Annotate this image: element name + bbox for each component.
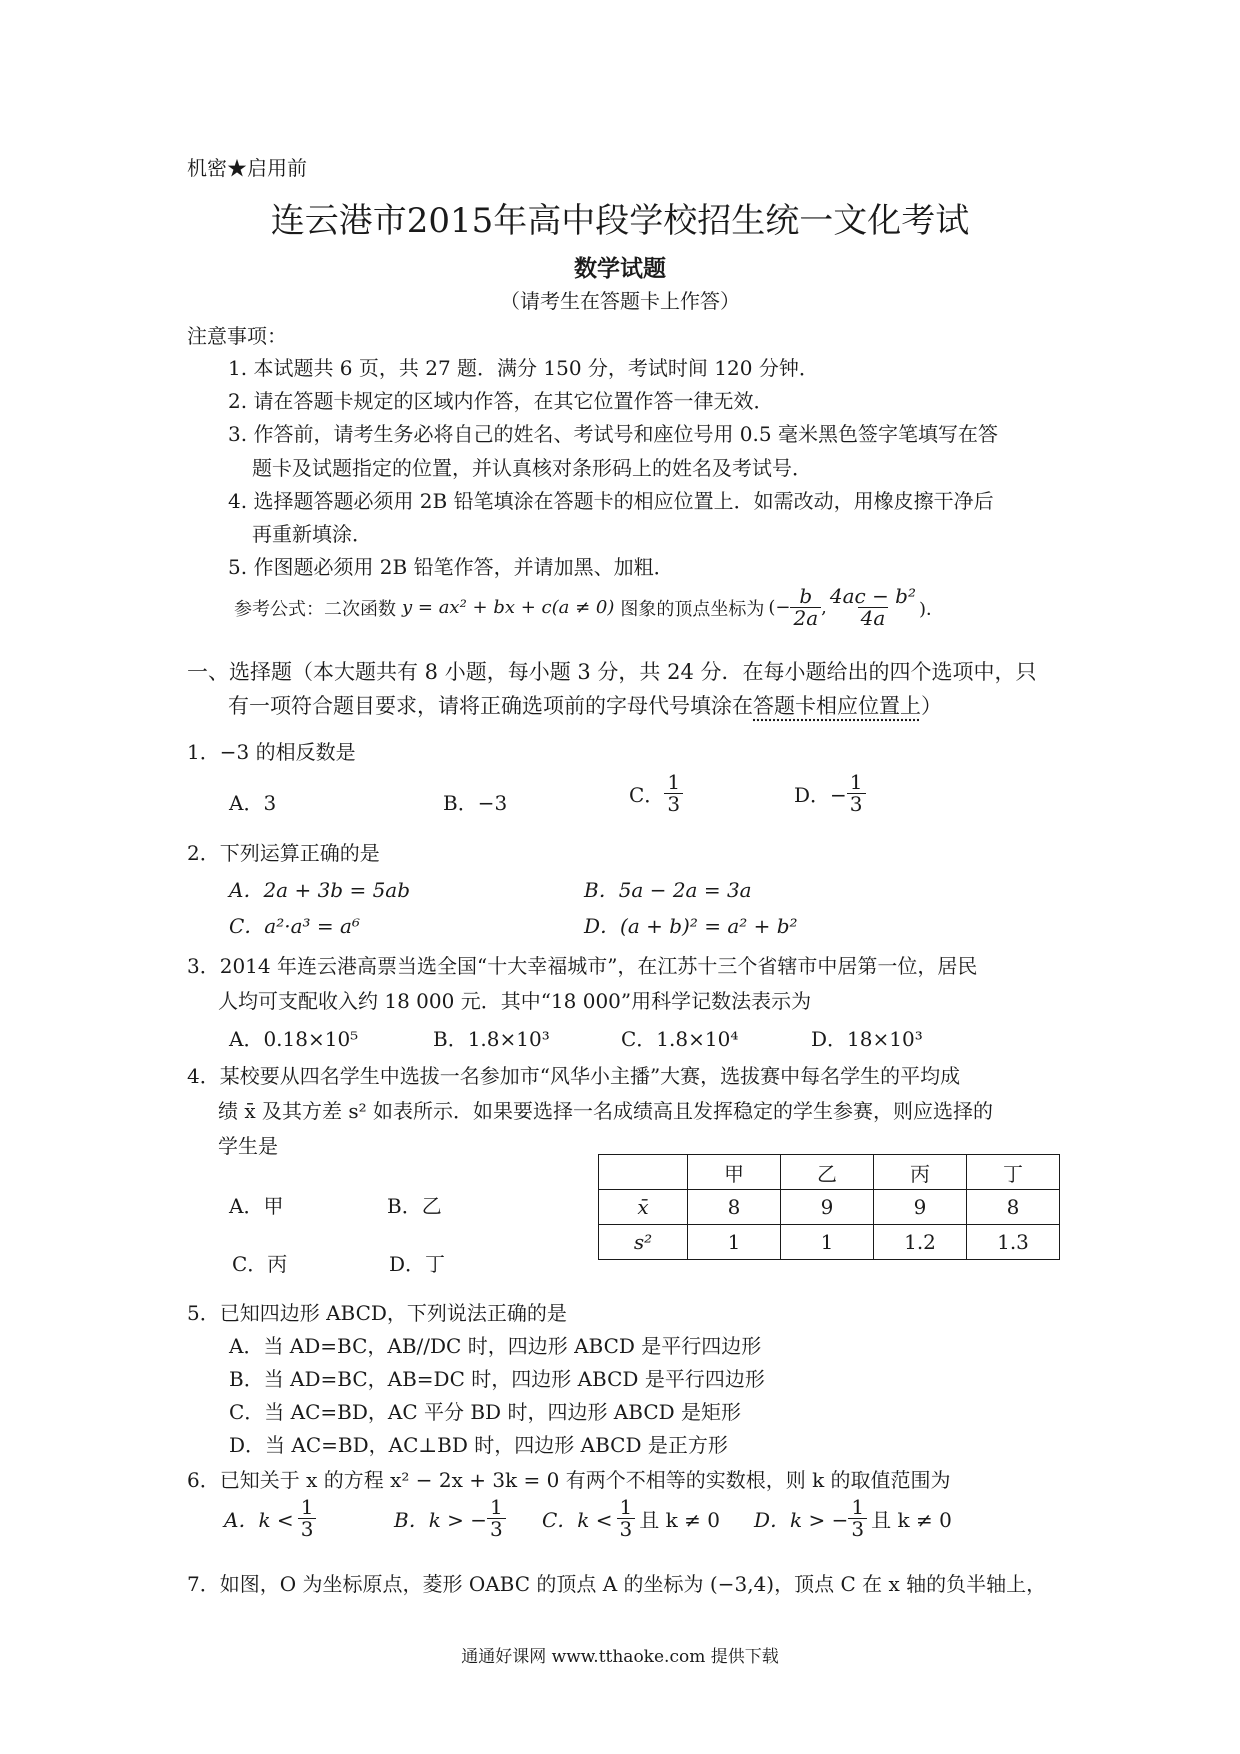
confidential-label: 机密★启用前 — [187, 156, 307, 180]
q3-option-b: B．1.8×10³ — [433, 1027, 550, 1051]
table-cell: x̄ — [599, 1190, 688, 1225]
exam-title: 连云港市2015年高中段学校招生统一文化考试 — [270, 201, 970, 241]
q6-option-b: B．k > − $\frac{1}{3}$ — [394, 1497, 506, 1540]
q3-option-c: C．1.8×10⁴ — [621, 1027, 739, 1051]
q2-option-b: B．5a − 2a = 3a — [584, 878, 752, 902]
q3-option-a: A．0.18×10⁵ — [229, 1027, 359, 1051]
q6-stem: 6．已知关于 x 的方程 x² − 2x + 3k = 0 有两个不相等的实数根，则 k 的取值范围为 — [187, 1468, 951, 1492]
note-item-3a: 3. 作答前，请考生务必将自己的姓名、考试号和座位号用 0.5 毫米黑色签字笔填写在答 — [228, 422, 998, 446]
q2-option-a: A．2a + 3b = 5ab — [229, 878, 411, 902]
footer-download-note: 通通好课网 www.tthaoke.com 提供下载 — [461, 1647, 779, 1667]
q6-option-a: A．k < $\frac{1}{3}$ — [224, 1497, 316, 1540]
table-cell: 8 — [967, 1190, 1060, 1225]
q6-option-d: D．k > − $\frac{1}{3}$ 且 k ≠ 0 — [754, 1495, 952, 1541]
q6-a-fraction: $\frac{1}{3}$ — [298, 1497, 317, 1540]
q1-c-fraction: $\frac{1}{3}$ — [664, 772, 683, 815]
q4-option-a: A．甲 — [229, 1194, 284, 1218]
formula-open-paren: (− — [768, 597, 791, 618]
formula-comma: , — [821, 597, 827, 618]
q1-option-d: D．− $\frac{1}{3}$ — [794, 772, 866, 815]
q5-option-c: C．当 AC=BD，AC 平分 BD 时，四边形 ABCD 是矩形 — [229, 1400, 742, 1424]
note-item-2: 2. 请在答题卡规定的区域内作答，在其它位置作答一律无效． — [228, 389, 774, 413]
table-cell: 1.3 — [967, 1225, 1060, 1260]
q6-c-fraction: $\frac{1}{3}$ — [617, 1497, 636, 1540]
q2-option-c: C．a²·a³ = a⁶ — [229, 914, 360, 938]
q1-d-fraction: $\frac{1}{3}$ — [847, 772, 866, 815]
q5-option-b: B．当 AD=BC，AB=DC 时，四边形 ABCD 是平行四边形 — [229, 1367, 765, 1391]
note-item-5: 5. 作图题必须用 2B 铅笔作答，并请加黑、加粗． — [228, 555, 674, 579]
formula-middle: 图象的顶点坐标为 — [620, 598, 765, 620]
q1-option-c: C． $\frac{1}{3}$ — [629, 772, 683, 815]
q4-option-d: D．丁 — [389, 1252, 446, 1276]
q6-d-fraction: $\frac{1}{3}$ — [848, 1497, 867, 1540]
table-row — [599, 1225, 1060, 1260]
q6-b-fraction: $\frac{1}{3}$ — [487, 1497, 506, 1540]
table-row — [599, 1190, 1060, 1225]
q5-option-a: A．当 AD=BC，AB//DC 时，四边形 ABCD 是平行四边形 — [229, 1334, 762, 1358]
answer-instruction: （请考生在答题卡上作答） — [500, 289, 740, 313]
formula-fraction-1: $\frac{b}{2a}$ — [790, 586, 821, 629]
table-cell: 丙 — [874, 1155, 967, 1190]
q2-option-d: D．(a + b)² = a² + b² — [584, 914, 798, 938]
q5-stem: 5．已知四边形 ABCD，下列说法正确的是 — [187, 1301, 567, 1325]
note-item-3b: 题卡及试题指定的位置，并认真核对条形码上的姓名及考试号． — [252, 456, 812, 480]
table-cell: 乙 — [781, 1155, 874, 1190]
q1-option-a: A．3 — [229, 791, 277, 815]
section-1-line-1: 一、选择题（本大题共有 8 小题，每小题 3 分，共 24 分．在每小题给出的四个选项中，只 — [187, 660, 1037, 684]
q3-stem-line-2: 人均可支配收入约 18 000 元．其中“18 000”用科学记数法表示为 — [218, 989, 812, 1013]
q2-stem: 2．下列运算正确的是 — [187, 841, 380, 865]
q6-option-c: C．k < $\frac{1}{3}$ 且 k ≠ 0 — [542, 1495, 720, 1541]
table-cell: s² — [599, 1225, 688, 1260]
q3-option-d: D．18×10³ — [811, 1027, 923, 1051]
table-cell: 9 — [874, 1190, 967, 1225]
formula-prefix: 参考公式：二次函数 — [234, 598, 396, 620]
section-1-line-2: 有一项符合题目要求，请将正确选项前的字母代号填涂在答题卡相应位置上） — [228, 694, 942, 718]
table-row — [599, 1155, 1060, 1190]
q1-option-b: B．−3 — [443, 791, 508, 815]
q4-stem-line-2: 绩 x̄ 及其方差 s² 如表所示．如果要选择一名成绩高且发挥稳定的学生参赛，则应选择的 — [218, 1099, 993, 1123]
table-cell: 1.2 — [874, 1225, 967, 1260]
table-cell: 1 — [688, 1225, 781, 1260]
table-cell: 1 — [781, 1225, 874, 1260]
q4-option-c: C．丙 — [232, 1252, 288, 1276]
notes-heading: 注意事项： — [187, 324, 287, 348]
table-cell: 9 — [781, 1190, 874, 1225]
note-item-1: 1. 本试题共 6 页，共 27 题．满分 150 分，考试时间 120 分钟． — [228, 356, 819, 380]
q4-score-table — [598, 1154, 1060, 1260]
q4-stem-line-3: 学生是 — [218, 1134, 278, 1158]
q3-stem-line-1: 3．2014 年连云港高票当选全国“十大幸福城市”，在江苏十三个省辖市中居第一位，居民 — [187, 954, 978, 978]
table-cell: 甲 — [688, 1155, 781, 1190]
q1-stem: 1．−3 的相反数是 — [187, 740, 356, 764]
formula-close-paren: )． — [919, 598, 945, 620]
note-item-4a: 4. 选择题答题必须用 2B 铅笔填涂在答题卡的相应位置上．如需改动，用橡皮擦干净后 — [228, 489, 994, 513]
q7-stem: 7．如图，O 为坐标原点，菱形 OABC 的顶点 A 的坐标为 (−3,4)，顶点 C 在 x 轴的负半轴上， — [187, 1572, 1047, 1596]
note-item-4b: 再重新填涂． — [252, 522, 372, 546]
table-cell: 丁 — [967, 1155, 1060, 1190]
formula-expression: y = ax² + bx + c(a ≠ 0) — [402, 597, 615, 618]
reference-formula — [234, 586, 944, 629]
subject-title: 数学试题 — [574, 255, 666, 282]
table-cell: 8 — [688, 1190, 781, 1225]
q5-option-d: D．当 AC=BD，AC⊥BD 时，四边形 ABCD 是正方形 — [229, 1433, 728, 1457]
answer-sheet-emphasis: 答题卡相应位置上 — [753, 694, 921, 718]
table-cell — [599, 1155, 688, 1190]
q4-option-b: B．乙 — [387, 1194, 442, 1218]
formula-fraction-2: $\frac{\text{4ac − b²}}{4a}$ — [829, 584, 917, 630]
q4-stem-line-1: 4．某校要从四名学生中选拔一名参加市“风华小主播”大赛，选拔赛中每名学生的平均成 — [187, 1064, 961, 1088]
